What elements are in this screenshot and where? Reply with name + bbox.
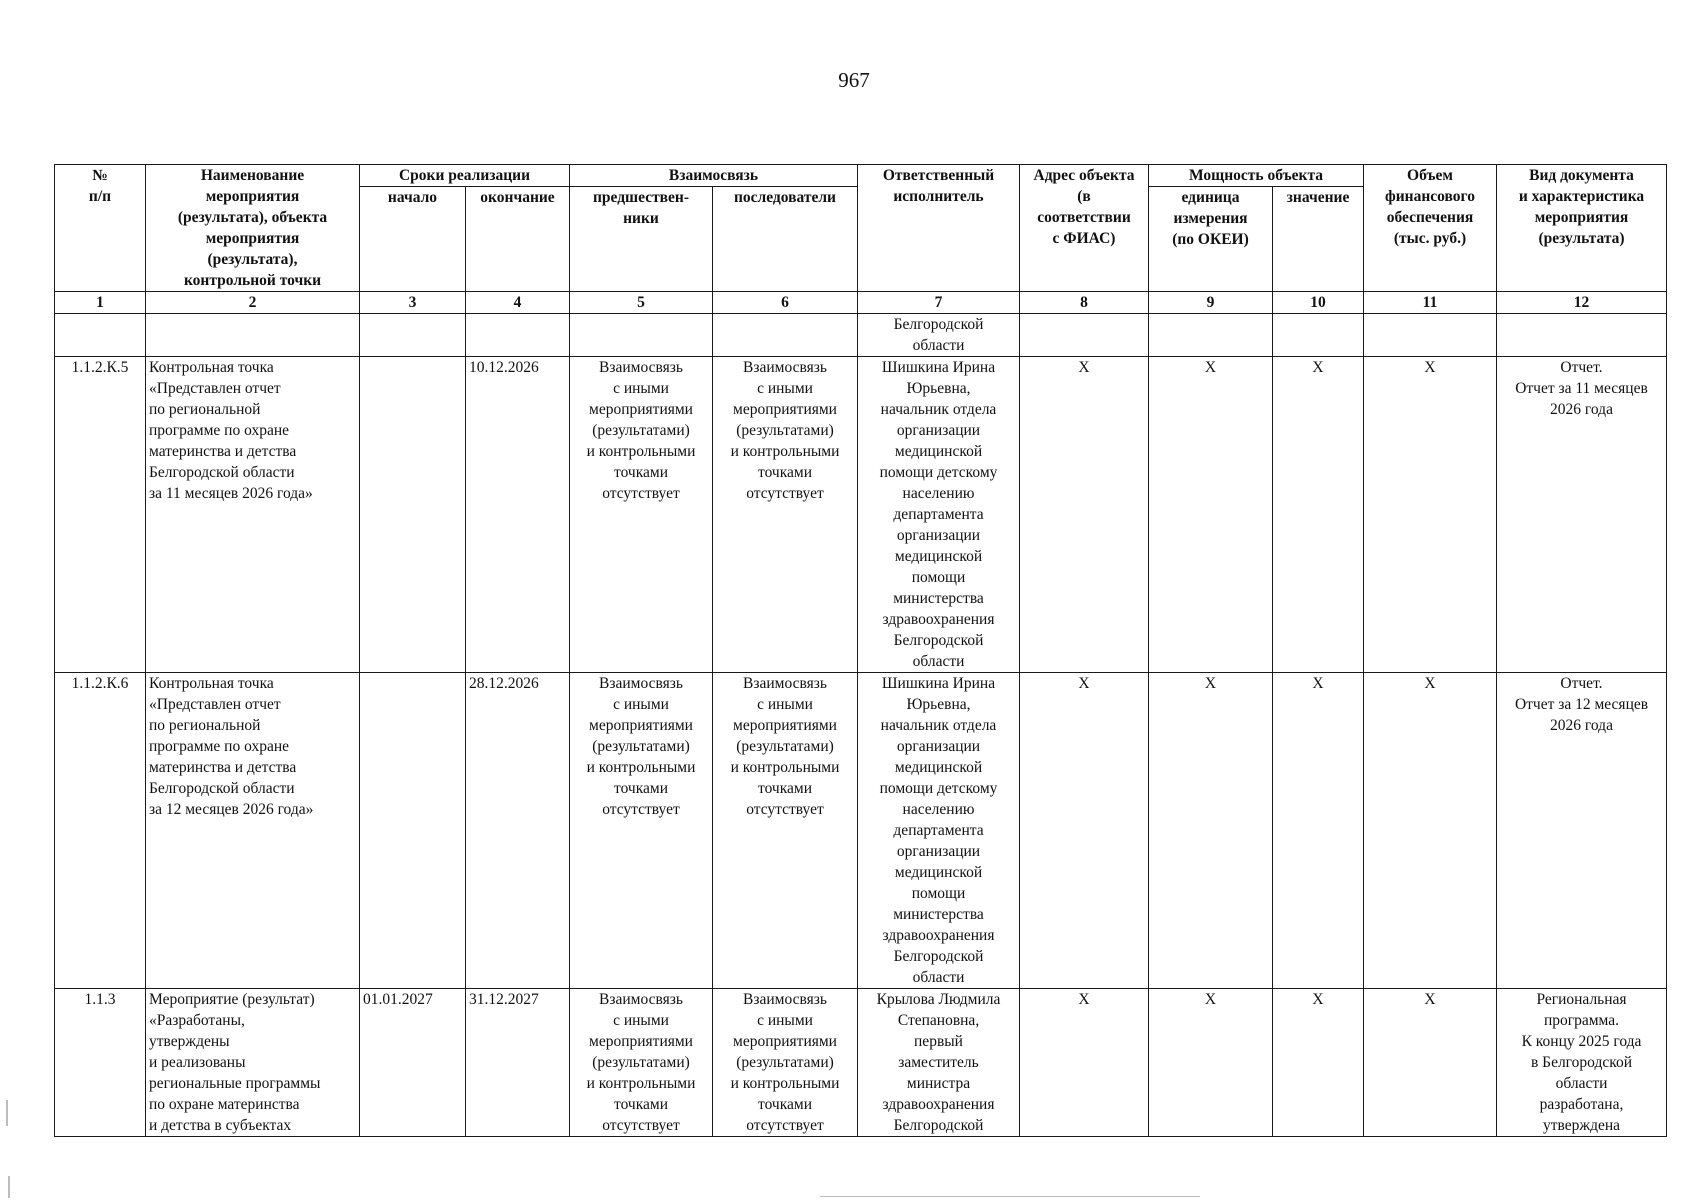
row-finance: Х <box>1364 673 1497 989</box>
column-number: 6 <box>713 292 858 314</box>
row-name <box>146 314 360 357</box>
row-end: 31.12.2027 <box>466 989 570 1137</box>
row-address: Х <box>1020 989 1149 1137</box>
header-capacity: Мощность объекта <box>1149 165 1364 187</box>
table-row <box>55 989 1667 1137</box>
column-number: 10 <box>1273 292 1364 314</box>
row-document <box>1497 314 1667 357</box>
row-value: Х <box>1273 989 1364 1137</box>
row-responsible: Крылова Людмила Степановна, первый заместитель министра здравоохранения Белгородской <box>858 989 1020 1137</box>
header-unit: единица измерения (по ОКЕИ) <box>1149 187 1273 292</box>
row-finance: Х <box>1364 989 1497 1137</box>
row-number: 1.1.3 <box>55 989 146 1137</box>
header-document: Вид документа и характеристика мероприятия (результата) <box>1497 165 1667 292</box>
scan-artifact <box>6 1100 8 1126</box>
row-responsible: Шишкина Ирина Юрьевна, начальник отдела организации медицинской помощи детскому населению департамента организации медицинской помощи министерства здравоохранения Белгородской области <box>858 357 1020 673</box>
row-number: 1.1.2.К.5 <box>55 357 146 673</box>
column-number: 11 <box>1364 292 1497 314</box>
column-number: 5 <box>570 292 713 314</box>
row-successors <box>713 314 858 357</box>
row-end: 28.12.2026 <box>466 673 570 989</box>
row-end <box>466 314 570 357</box>
row-finance: Х <box>1364 357 1497 673</box>
row-predecessors: Взаимосвязь с иными мероприятиями (результатами) и контрольными точками отсутствует <box>570 357 713 673</box>
row-start <box>360 314 466 357</box>
row-number <box>55 314 146 357</box>
row-unit: Х <box>1149 673 1273 989</box>
column-number: 3 <box>360 292 466 314</box>
header-predecessors: предшествен- ники <box>570 187 713 292</box>
activity-plan-table <box>54 164 1667 1137</box>
header-relation: Взаимосвязь <box>570 165 858 187</box>
row-responsible: Шишкина Ирина Юрьевна, начальник отдела организации медицинской помощи детскому населению департамента организации медицинской помощи министерства здравоохранения Белгородской области <box>858 673 1020 989</box>
row-value: Х <box>1273 673 1364 989</box>
row-unit: Х <box>1149 357 1273 673</box>
row-unit <box>1149 314 1273 357</box>
column-numbers-row <box>55 292 1667 314</box>
column-number: 7 <box>858 292 1020 314</box>
column-number: 9 <box>1149 292 1273 314</box>
column-number: 1 <box>55 292 146 314</box>
row-address: Х <box>1020 673 1149 989</box>
row-value <box>1273 314 1364 357</box>
header-address: Адрес объекта (в соответствии с ФИАС) <box>1020 165 1149 292</box>
row-responsible: Белгородской области <box>858 314 1020 357</box>
row-value: Х <box>1273 357 1364 673</box>
table-row <box>55 314 1667 357</box>
row-document: Отчет. Отчет за 12 месяцев 2026 года <box>1497 673 1667 989</box>
column-number: 4 <box>466 292 570 314</box>
table-row <box>55 673 1667 989</box>
row-predecessors: Взаимосвязь с иными мероприятиями (результатами) и контрольными точками отсутствует <box>570 989 713 1137</box>
header-number: № п/п <box>55 165 146 292</box>
row-document: Региональная программа. К концу 2025 года в Белгородской области разработана, утверждена <box>1497 989 1667 1137</box>
row-successors: Взаимосвязь с иными мероприятиями (результатами) и контрольными точками отсутствует <box>713 989 858 1137</box>
row-successors: Взаимосвязь с иными мероприятиями (результатами) и контрольными точками отсутствует <box>713 357 858 673</box>
header-finance: Объем финансового обеспечения (тыс. руб.) <box>1364 165 1497 292</box>
row-name: Контрольная точка «Представлен отчет по региональной программе по охране материнства и детства Белгородской области за 11 месяцев 2026 года» <box>146 357 360 673</box>
row-finance <box>1364 314 1497 357</box>
table-row <box>55 357 1667 673</box>
row-name: Мероприятие (результат) «Разработаны, утверждены и реализованы региональные программы по охране материнства и детства в субъектах <box>146 989 360 1137</box>
column-number: 8 <box>1020 292 1149 314</box>
row-start <box>360 357 466 673</box>
column-number: 12 <box>1497 292 1667 314</box>
row-successors: Взаимосвязь с иными мероприятиями (результатами) и контрольными точками отсутствует <box>713 673 858 989</box>
row-predecessors <box>570 314 713 357</box>
row-address <box>1020 314 1149 357</box>
row-unit: Х <box>1149 989 1273 1137</box>
row-start <box>360 673 466 989</box>
header-start: начало <box>360 187 466 292</box>
scan-artifact <box>820 1196 1200 1197</box>
row-address: Х <box>1020 357 1149 673</box>
row-number: 1.1.2.К.6 <box>55 673 146 989</box>
row-name: Контрольная точка «Представлен отчет по региональной программе по охране материнства и детства Белгородской области за 12 месяцев 2026 года» <box>146 673 360 989</box>
row-end: 10.12.2026 <box>466 357 570 673</box>
row-predecessors: Взаимосвязь с иными мероприятиями (результатами) и контрольными точками отсутствует <box>570 673 713 989</box>
scan-artifact <box>8 1176 10 1198</box>
header-responsible: Ответственный исполнитель <box>858 165 1020 292</box>
row-start: 01.01.2027 <box>360 989 466 1137</box>
column-number: 2 <box>146 292 360 314</box>
header-successors: последователи <box>713 187 858 292</box>
header-name: Наименование мероприятия (результата), объекта мероприятия (результата), контрольной точки <box>146 165 360 292</box>
header-value: значение <box>1273 187 1364 292</box>
row-document: Отчет. Отчет за 11 месяцев 2026 года <box>1497 357 1667 673</box>
header-terms: Сроки реализации <box>360 165 570 187</box>
header-end: окончание <box>466 187 570 292</box>
page-number: 967 <box>838 68 870 92</box>
